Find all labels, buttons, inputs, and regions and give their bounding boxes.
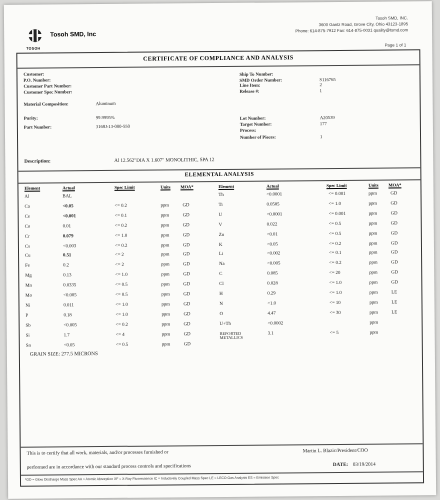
table-row xyxy=(19,302,219,313)
cell-spec: <= 0.001 xyxy=(328,191,346,198)
col-units: Units xyxy=(160,184,171,190)
cell-spec: <= 1.0 xyxy=(328,201,341,207)
table-row xyxy=(19,203,219,214)
field-pieces-value: 1 xyxy=(319,134,323,140)
cell-units: ppm xyxy=(161,262,170,268)
moa-footnote: *GD = Glow Discharge Mass Spec AA = Atomic Absorption XF = X-Ray Fluorescence IC = Inductively Coupled Mass Spec LE = LECO Gas Analysis ES = Emission Spec xyxy=(24,475,279,482)
table-row xyxy=(217,270,421,281)
analysis-title: ELEMENTAL ANALYSIS xyxy=(184,171,255,179)
cell-units: ppm xyxy=(161,341,171,348)
cell-spec: <= 0.1 xyxy=(114,213,128,219)
cell-moa: GD xyxy=(390,211,398,217)
cell-spec: <= 5 xyxy=(329,330,339,336)
cell-actual: <0.0001 xyxy=(266,212,283,218)
field-customer: Customer: xyxy=(23,71,45,77)
table-row xyxy=(19,193,219,204)
cell-units: ppm xyxy=(161,312,170,318)
cell-spec: <= 1.0 xyxy=(329,281,342,287)
cell-spec: <= 1.0 xyxy=(329,290,342,297)
cell-actual: <0.05 xyxy=(63,342,75,348)
cell-units: ppm xyxy=(369,320,379,326)
field-smd-order-label: SMD Order Number: xyxy=(239,76,283,83)
cell-moa: GD xyxy=(182,222,190,229)
cell-spec: <= 0.2 xyxy=(115,322,129,328)
cell-el: Si xyxy=(25,333,30,339)
page-label: Page xyxy=(384,42,395,48)
field-customer-part: Customer Part Number: xyxy=(23,83,72,89)
cell-units: ppm xyxy=(369,300,378,306)
table-row xyxy=(19,272,219,283)
field-lot-number-value: A20539 xyxy=(319,114,335,121)
cell-spec: <= 2 xyxy=(115,263,124,269)
col-units: Units xyxy=(368,182,379,188)
cell-el: Cl xyxy=(219,282,224,288)
cell-el: REPORTED METALLICS xyxy=(219,330,243,341)
field-pieces-label: Number of Pieces: xyxy=(239,134,276,140)
table-row xyxy=(20,322,220,333)
cell-el: P xyxy=(25,313,29,319)
cell-moa: GD xyxy=(182,232,190,238)
tosoh-logo xyxy=(26,28,48,50)
cell-actual: <0.001 xyxy=(62,214,76,220)
document-title: CERTIFICATE OF COMPLIANCE AND ANALYSIS xyxy=(143,55,294,63)
cell-actual: <0.05 xyxy=(62,204,74,210)
cell-moa: GD xyxy=(183,312,191,318)
field-smd-order-value: S116765 xyxy=(319,76,336,82)
description-label: Description: xyxy=(24,159,51,165)
cell-moa: LE xyxy=(391,310,398,316)
cell-spec: <= 0.5 xyxy=(328,231,342,237)
cell-units: ppm xyxy=(160,242,170,249)
col-element: Element xyxy=(24,185,41,191)
cell-spec: <= 10 xyxy=(329,300,341,306)
field-material-label: Material Composition: xyxy=(23,101,69,107)
cell-units: ppm xyxy=(161,292,170,298)
cell-el: Fe xyxy=(25,263,30,269)
table-row xyxy=(217,231,421,242)
cell-moa: GD xyxy=(182,213,190,219)
cell-spec: <= 4 xyxy=(115,332,125,338)
cell-units: ppm xyxy=(161,282,170,288)
cell-units: ppm xyxy=(161,332,171,338)
cell-units: ppm xyxy=(161,302,170,308)
cell-el: Mn xyxy=(25,283,32,289)
certify-line-1: This is to certify that all work, materials, and/or processes furnished or xyxy=(26,450,169,457)
cell-actual: <0.005 xyxy=(63,322,77,329)
cell-moa: GD xyxy=(183,331,191,337)
date-label: DATE: xyxy=(332,462,349,469)
cell-actual: 0.2 xyxy=(63,263,70,269)
field-ship-to: Ship To Number: xyxy=(239,71,274,77)
col-element: Element xyxy=(218,183,235,190)
cell-units: ppm xyxy=(160,223,170,229)
cell-units: ppm xyxy=(161,272,170,278)
field-part-number-value: 3168J-13-000-550 xyxy=(95,123,130,130)
cell-el: Cu xyxy=(25,254,31,260)
cell-spec: <= 2 xyxy=(115,253,124,259)
col-moa: MOA* xyxy=(388,182,402,188)
cell-actual: 0.29 xyxy=(267,291,276,297)
logo-text: TOSOH xyxy=(26,46,41,51)
cell-el: Co xyxy=(24,224,31,230)
cell-el: Al xyxy=(24,194,30,200)
field-release-value: 1 xyxy=(319,87,322,93)
cell-spec: <= 1.0 xyxy=(115,312,128,318)
cell-actual: 0.0585 xyxy=(266,202,280,208)
cell-actual: <0.0002 xyxy=(267,321,284,327)
cell-moa: LE xyxy=(391,300,398,306)
cell-moa: GD xyxy=(183,292,191,298)
cell-spec: <= 0.2 xyxy=(114,223,128,229)
cell-actual: 0.085 xyxy=(267,271,278,277)
cell-el: Li xyxy=(219,252,224,258)
cell-actual: 4.47 xyxy=(267,311,276,317)
cell-el: Sb xyxy=(25,323,31,329)
cell-moa: GD xyxy=(390,240,398,247)
cell-el: K xyxy=(218,242,223,248)
cell-moa: GD xyxy=(183,341,191,347)
table-row xyxy=(217,300,421,311)
date-value: 03/19/2014 xyxy=(352,462,376,468)
cell-el: Na xyxy=(219,262,225,268)
tosoh-logo-icon xyxy=(26,29,44,43)
elements-table-right xyxy=(217,191,422,353)
cell-el: Cs xyxy=(24,244,30,250)
cell-el: Ca xyxy=(24,204,30,210)
field-customer-spec: Customer Spec Number: xyxy=(23,89,73,95)
cell-spec: <= 1.0 xyxy=(115,302,128,308)
certify-line-2: performed are in accordance with our standard process controls and specifications xyxy=(26,464,192,471)
cell-actual: <0.05 xyxy=(266,241,278,248)
cell-el: Sn xyxy=(25,343,31,349)
cell-actual: <0.0001 xyxy=(266,192,283,198)
cell-el: Zn xyxy=(218,232,225,238)
field-line-item-value: 2 xyxy=(319,82,322,88)
cell-el: C xyxy=(219,272,223,278)
field-target-number-value: 177 xyxy=(319,121,327,127)
cell-units: ppm xyxy=(160,203,169,209)
field-line-item-label: Line Item: xyxy=(239,82,261,88)
company-address-line2: Phone: 614-875-7912 Fax: 614-875-0031 quality@tsmd.com xyxy=(295,27,409,34)
cell-actual: 1.7 xyxy=(63,332,70,338)
cell-spec: <= 0.2 xyxy=(114,243,128,249)
cell-el: Ti xyxy=(218,202,223,208)
cell-actual: 0.01 xyxy=(62,223,72,230)
page-total: 1 xyxy=(403,42,407,48)
table-row xyxy=(19,262,219,273)
field-purity-value: 99.9995% xyxy=(95,114,115,121)
cell-spec: <= 20 xyxy=(329,271,341,277)
cell-moa: GD xyxy=(183,252,190,258)
cell-units: ppm xyxy=(368,231,378,237)
cell-actual: 0.028 xyxy=(267,281,278,287)
cell-units: ppm xyxy=(161,252,170,258)
cell-moa: GD xyxy=(183,282,191,288)
cell-units: ppm xyxy=(369,310,378,316)
cell-units: ppm xyxy=(369,251,378,257)
cell-actual: 0.079 xyxy=(62,233,74,239)
company-address-name: Tosoh SMD, INC. xyxy=(375,15,409,21)
page-of: of xyxy=(399,42,403,48)
cell-actual: 3.1 xyxy=(267,331,274,337)
cell-el: U xyxy=(218,212,223,218)
cell-spec: <= 0.5 xyxy=(115,292,128,298)
cell-el: N xyxy=(219,301,223,307)
cell-actual: 0.0335 xyxy=(63,283,77,289)
table-row xyxy=(217,280,421,291)
cell-el: U+Th xyxy=(219,321,231,327)
cell-actual: <0.003 xyxy=(62,243,77,249)
cell-el: Ni xyxy=(25,303,31,309)
cell-actual: <0.005 xyxy=(267,261,281,267)
table-row xyxy=(20,332,220,343)
col-spec: Spec Limit xyxy=(114,184,135,190)
col-actual: Actual xyxy=(266,183,279,189)
cell-el: V xyxy=(218,222,223,228)
table-row xyxy=(217,221,421,232)
table-row xyxy=(19,292,219,303)
certificate-page xyxy=(4,1,436,499)
cell-spec: <= 0.5 xyxy=(115,342,129,348)
cell-actual: BAL xyxy=(62,194,72,200)
cell-spec: <= 0.2 xyxy=(329,261,342,267)
cell-moa: GD xyxy=(390,231,398,237)
cell-moa: GD xyxy=(391,250,398,256)
cell-el: Mg xyxy=(25,273,32,279)
field-po-number: P.O. Number: xyxy=(23,77,51,83)
field-material-value: Aluminum xyxy=(95,100,116,107)
cell-el: H xyxy=(219,291,223,298)
cell-moa: GD xyxy=(391,280,399,286)
cell-units: ppm xyxy=(368,191,377,197)
cell-spec: <= 30 xyxy=(329,310,341,316)
col-actual: Actual xyxy=(62,185,75,191)
col-spec: Spec Limit xyxy=(326,182,347,189)
table-row xyxy=(19,282,219,293)
table-row xyxy=(19,213,219,224)
table-row xyxy=(19,223,219,234)
cell-moa: GD xyxy=(182,242,190,248)
cell-spec: <= 0.001 xyxy=(328,211,346,217)
table-row xyxy=(19,233,219,244)
col-moa: MOA* xyxy=(180,184,194,190)
cell-moa: GD xyxy=(391,270,399,276)
field-release-label: Release #: xyxy=(239,88,260,94)
cell-units: ppm xyxy=(369,290,378,296)
cell-spec: <= 1.0 xyxy=(114,233,128,239)
table-row xyxy=(218,330,422,341)
cell-moa: GD xyxy=(390,201,398,207)
cell-actual: <0.002 xyxy=(267,251,281,257)
cell-units: ppm xyxy=(368,221,378,227)
cell-units: ppm xyxy=(369,280,378,286)
cell-actual: <0.01 xyxy=(266,232,278,238)
cell-actual: 0.51 xyxy=(63,253,72,259)
cell-spec: <= 0.2 xyxy=(114,203,127,209)
page-indicator xyxy=(385,42,407,47)
cell-spec: <= 0.1 xyxy=(329,251,342,257)
field-part-number-label: Part Number: xyxy=(23,124,52,130)
field-purity-label: Purity: xyxy=(23,115,38,121)
page-number: 1 xyxy=(395,42,399,48)
cell-el: Th xyxy=(218,192,224,199)
table-row xyxy=(217,251,421,262)
cell-units: ppm xyxy=(369,330,379,336)
cell-moa: LE xyxy=(391,290,398,296)
cell-spec: <= 0.2 xyxy=(328,241,342,247)
cell-moa: GD xyxy=(183,262,190,268)
cell-el: Mo xyxy=(25,293,32,299)
field-lot-number-label: Lot Number: xyxy=(239,115,266,121)
cell-spec: <= 0.5 xyxy=(115,282,128,289)
cell-units: ppm xyxy=(160,233,170,239)
customer-info xyxy=(23,70,223,130)
description-value: Al 12.562"DIA X 1.607" MONOLITHIC, SPA 12 xyxy=(114,158,215,164)
cell-actual: 0.011 xyxy=(63,303,74,309)
table-row xyxy=(218,320,422,331)
cell-moa: GD xyxy=(391,260,398,266)
signer-name: Martin L. Blazic/President/COO xyxy=(302,448,368,455)
cell-el: O xyxy=(219,311,223,317)
cell-spec: <= 1.0 xyxy=(115,272,128,279)
grain-size: GRAIN SIZE: 277.5 MICRONS xyxy=(29,351,98,358)
field-process-label: Process: xyxy=(239,127,257,133)
field-target-number-label: Target Number: xyxy=(239,121,272,127)
cell-units: ppm xyxy=(161,322,171,328)
cell-moa: GD xyxy=(183,302,191,308)
cell-moa: GD xyxy=(183,321,191,328)
cell-el: Ce xyxy=(24,214,30,220)
cell-units: ppm xyxy=(368,241,378,247)
cell-units: ppm xyxy=(160,213,170,219)
cell-units: ppm xyxy=(368,211,378,217)
cell-moa: GD xyxy=(390,191,398,197)
table-row xyxy=(217,201,421,212)
order-info xyxy=(239,70,409,140)
cell-spec: <= 0.5 xyxy=(328,221,342,227)
cell-moa: GD xyxy=(183,272,191,278)
cell-units: ppm xyxy=(369,270,378,276)
company-address-line1: 3600 Gantz Road, Grove City, Ohio 43123-1895 xyxy=(318,21,409,28)
cell-units: ppm xyxy=(368,201,377,207)
cell-actual: 0.18 xyxy=(63,313,72,319)
cell-actual: <1.0 xyxy=(267,301,277,307)
cell-moa: GD xyxy=(390,221,398,227)
cell-units: ppm xyxy=(369,260,378,266)
table-row xyxy=(20,312,220,323)
cell-el: Cr xyxy=(24,234,30,240)
table-row xyxy=(19,243,219,254)
company-name: Tosoh SMD, Inc xyxy=(50,31,97,39)
cell-actual: 0.13 xyxy=(63,273,72,279)
table-row xyxy=(19,252,219,263)
certificate-frame xyxy=(16,49,424,487)
cell-actual: 0.022 xyxy=(266,222,278,228)
cell-actual: <0.005 xyxy=(63,293,77,299)
cell-moa: GD xyxy=(182,203,190,209)
